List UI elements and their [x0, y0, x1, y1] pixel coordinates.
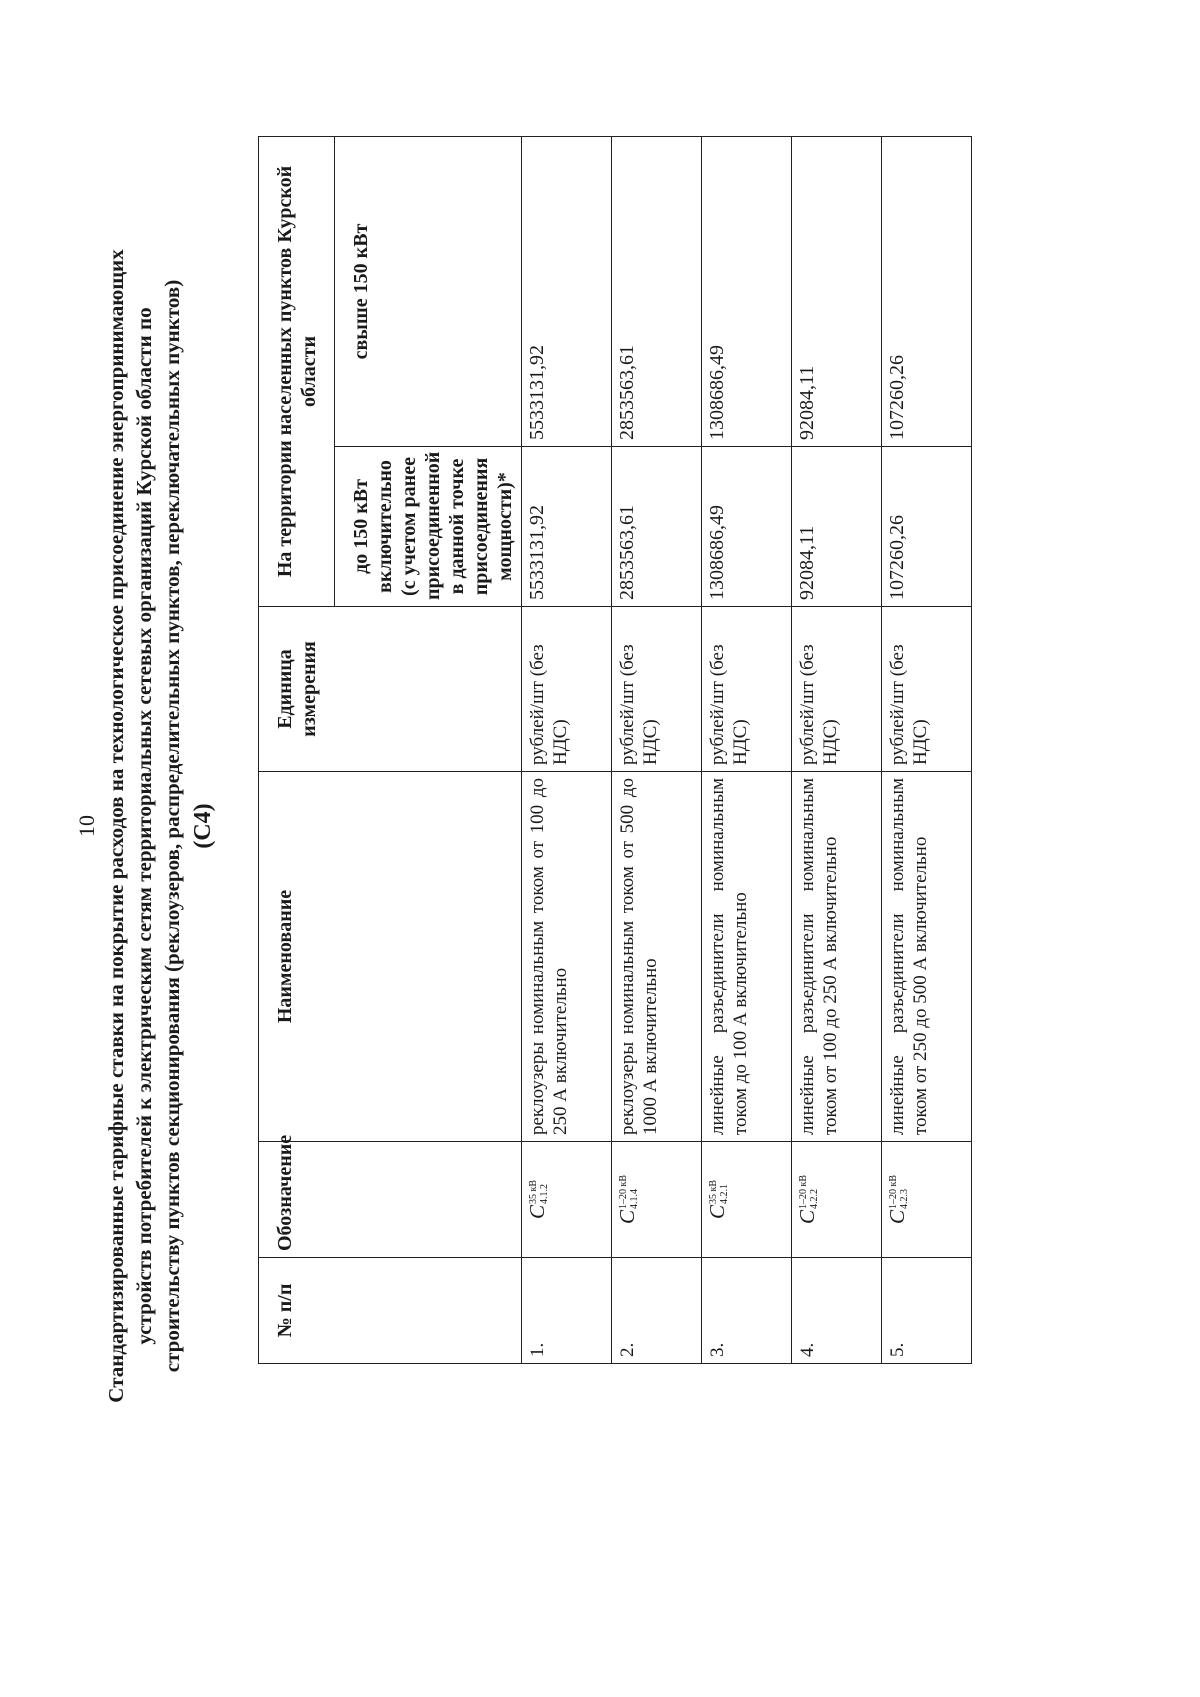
header-name: Наименование — [259, 772, 522, 1142]
table-row — [612, 137, 702, 1364]
row-value-over-150: 1308686,49 — [702, 137, 792, 447]
designation-scripts — [708, 1180, 730, 1204]
designation-letter: C — [705, 1205, 729, 1220]
row-value-over-150: 107260,26 — [882, 137, 972, 447]
designation-scripts — [528, 1180, 550, 1204]
designation-voltage: 1–20 кВ — [618, 1174, 630, 1210]
designation-index: 4.2.1 — [719, 1184, 731, 1205]
row-designation — [702, 1142, 792, 1258]
row-unit: рублей/шт (без НДС) — [612, 607, 702, 772]
designation-index: 4.2.3 — [899, 1189, 911, 1210]
designation-symbol — [615, 1175, 639, 1224]
designation-symbol — [885, 1175, 909, 1224]
header-designation: Обозначение — [259, 1142, 522, 1258]
row-value-over-150: 2853563,61 — [612, 137, 702, 447]
designation-scripts — [618, 1175, 640, 1209]
table-body — [522, 137, 972, 1364]
row-number: 2. — [612, 1258, 702, 1364]
row-name: линейные разъединители номинальным током до 100 А включительно — [702, 772, 792, 1142]
row-value-upto-150: 1308686,49 — [702, 447, 792, 607]
row-designation — [522, 1142, 612, 1258]
title-code: (С4) — [190, 803, 216, 849]
row-value-over-150: 92084,11 — [792, 137, 882, 447]
designation-voltage: 1–20 кВ — [888, 1174, 900, 1210]
row-value-upto-150: 5533131,92 — [522, 447, 612, 607]
designation-voltage: 1–20 кВ — [798, 1174, 810, 1210]
title-line-1: Стандартизированные тарифные ставки на покрытие расходов на технологическое присоединение энергопринимающих — [104, 249, 128, 1403]
designation-symbol — [795, 1175, 819, 1224]
header-num: № п/п — [259, 1258, 522, 1364]
designation-letter: C — [525, 1205, 549, 1220]
header-upto-150: до 150 кВт включительно (с учетом ранее присоединенной в данной точке присоединения мощности)* — [335, 447, 522, 607]
row-designation — [882, 1142, 972, 1258]
row-unit: рублей/шт (без НДС) — [522, 607, 612, 772]
table-row — [792, 137, 882, 1364]
row-number: 4. — [792, 1258, 882, 1364]
designation-scripts — [888, 1175, 910, 1209]
designation-scripts — [798, 1175, 820, 1209]
row-number: 1. — [522, 1258, 612, 1364]
row-unit: рублей/шт (без НДС) — [702, 607, 792, 772]
designation-voltage: 35 кВ — [708, 1179, 720, 1205]
designation-index: 4.1.4 — [629, 1189, 641, 1210]
row-unit: рублей/шт (без НДС) — [882, 607, 972, 772]
document-title — [102, 52, 218, 1600]
designation-letter: C — [615, 1210, 639, 1225]
row-number: 5. — [882, 1258, 972, 1364]
row-name: реклоузеры номинальным током от 100 до 250 А включительно — [522, 772, 612, 1142]
row-value-upto-150: 107260,26 — [882, 447, 972, 607]
row-name: линейные разъединители номинальным током от 100 до 250 А включительно — [792, 772, 882, 1142]
row-value-upto-150: 2853563,61 — [612, 447, 702, 607]
designation-voltage: 35 кВ — [528, 1179, 540, 1205]
row-designation — [612, 1142, 702, 1258]
page-number: 10 — [74, 815, 99, 837]
header-territory: На территории населенных пунктов Курской области — [259, 137, 335, 607]
row-name: реклоузеры номинальным током от 500 до 1000 А включительно — [612, 772, 702, 1142]
designation-index: 4.1.2 — [539, 1184, 551, 1205]
row-name: линейные разъединители номинальным током от 250 до 500 А включительно — [882, 772, 972, 1142]
header-over-150: свыше 150 кВт — [335, 137, 522, 447]
title-line-2: устройств потребителей к электрическим сетям территориальных сетевых организаций Курской области по — [132, 307, 156, 1345]
row-number: 3. — [702, 1258, 792, 1364]
designation-letter: C — [885, 1210, 909, 1225]
tariff-table — [258, 136, 972, 1364]
designation-letter: C — [795, 1210, 819, 1225]
designation-index: 4.2.2 — [809, 1189, 821, 1210]
row-value-upto-150: 92084,11 — [792, 447, 882, 607]
row-unit: рублей/шт (без НДС) — [792, 607, 882, 772]
designation-symbol — [705, 1180, 729, 1219]
title-line-3: строительству пунктов секционирования (реклоузеров, распределительных пунктов, переключательных пунктов) — [160, 279, 184, 1373]
header-unit: Единица измерения — [259, 607, 522, 772]
designation-symbol — [525, 1180, 549, 1219]
row-value-over-150: 5533131,92 — [522, 137, 612, 447]
table-row — [522, 137, 612, 1364]
row-designation — [792, 1142, 882, 1258]
table-row — [882, 137, 972, 1364]
table-row — [702, 137, 792, 1364]
